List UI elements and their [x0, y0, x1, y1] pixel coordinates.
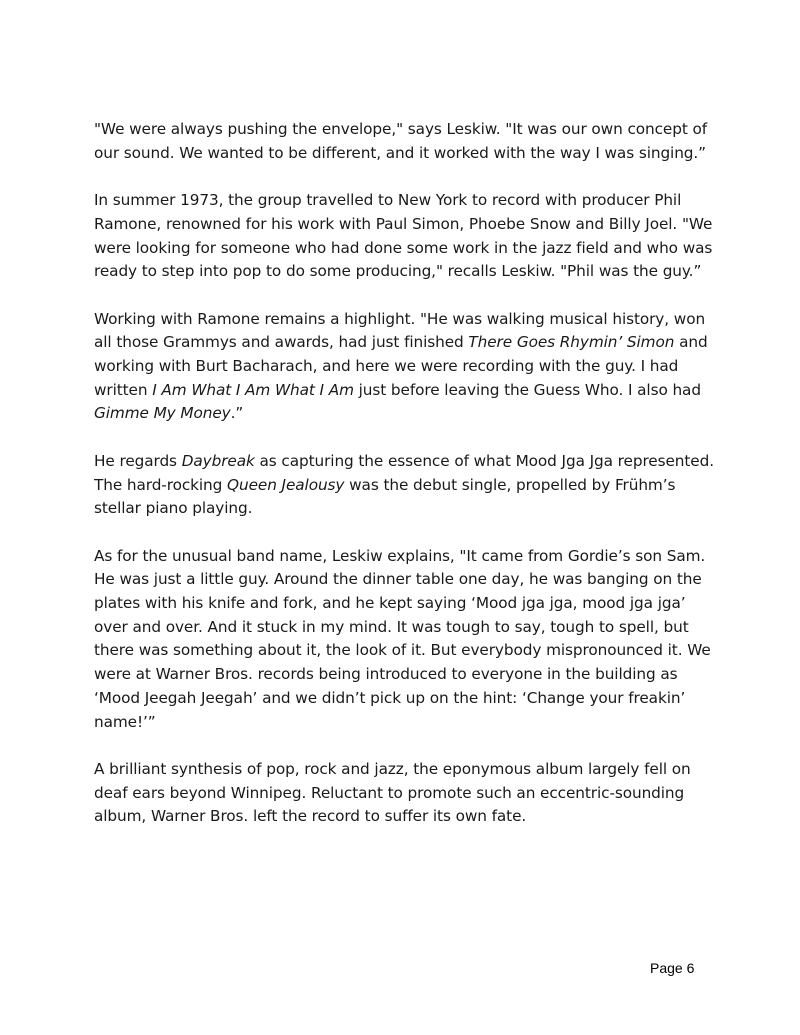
paragraph-text: was the debut single, propelled by Frühm’s stellar piano playing.	[94, 475, 676, 518]
paragraph-text: As for the unusual band name, Leskiw explains, "It came from Gordie’s son Sam. He was just a little guy. Around the dinner table one day, he was banging on the plates with his knife and fork, and he kept saying ‘Mood jga jga, mood jga jga’ over and over. And it stuck in my mind. It was tough to say, tough to spell, but there was something about it, the look of it. But everybody mispronounced it. We were at Warner Bros. records being introduced to everyone in the building as ‘Mood Jeegah Jeegah’ and we didn’t pick up on the hint: ‘Change your freakin’ name!’”	[94, 546, 711, 731]
paragraph-5	[94, 545, 714, 735]
title-italic-text: Gimme My Money	[94, 404, 231, 423]
article-body	[94, 118, 714, 853]
paragraph-3	[94, 308, 714, 427]
title-italic-text: Daybreak	[181, 451, 255, 470]
paragraph-text: "We were always pushing the envelope," says Leskiw. "It was our own concept of our sound. We wanted to be different, and it worked with the way I was singing.”	[94, 120, 708, 162]
paragraph-text: just before leaving the Guess Who. I also had	[353, 380, 701, 399]
page-number: Page 6	[650, 960, 695, 976]
paragraph-2	[94, 189, 714, 284]
title-italic-text: I Am What I Am What I Am	[152, 380, 354, 399]
paragraph-text: He regards	[94, 451, 182, 470]
paragraph-text: Working with Ramone remains a highlight. "He was walking musical history, won all those Grammys and awards, had just finished	[94, 309, 706, 352]
paragraph-4	[94, 450, 714, 521]
paragraph-6	[94, 758, 714, 829]
title-italic-text: Queen Jealousy	[227, 475, 345, 494]
paragraph-text: .”	[230, 404, 244, 423]
paragraph-1	[94, 118, 714, 165]
paragraph-text: as capturing the essence of what Mood Jga Jga represented. The hard-rocking	[94, 451, 714, 494]
paragraph-text: In summer 1973, the group travelled to New York to record with producer Phil Ramone, renowned for his work with Paul Simon, Phoebe Snow and Billy Joel. "We were looking for someone who had done some work in the jazz field and who was ready to step into pop to do some producing," recalls Leskiw. "Phil was the guy.”	[94, 191, 713, 281]
title-italic-text: There Goes Rhymin’ Simon	[468, 333, 675, 352]
paragraph-text: and working with Burt Bacharach, and here we were recording with the guy. I had written	[94, 333, 708, 399]
paragraph-text: A brilliant synthesis of pop, rock and jazz, the eponymous album largely fell on deaf ears beyond Winnipeg. Reluctant to promote such an eccentric-sounding album, Warner Bros. left the record to suffer its own fate.	[94, 759, 691, 826]
